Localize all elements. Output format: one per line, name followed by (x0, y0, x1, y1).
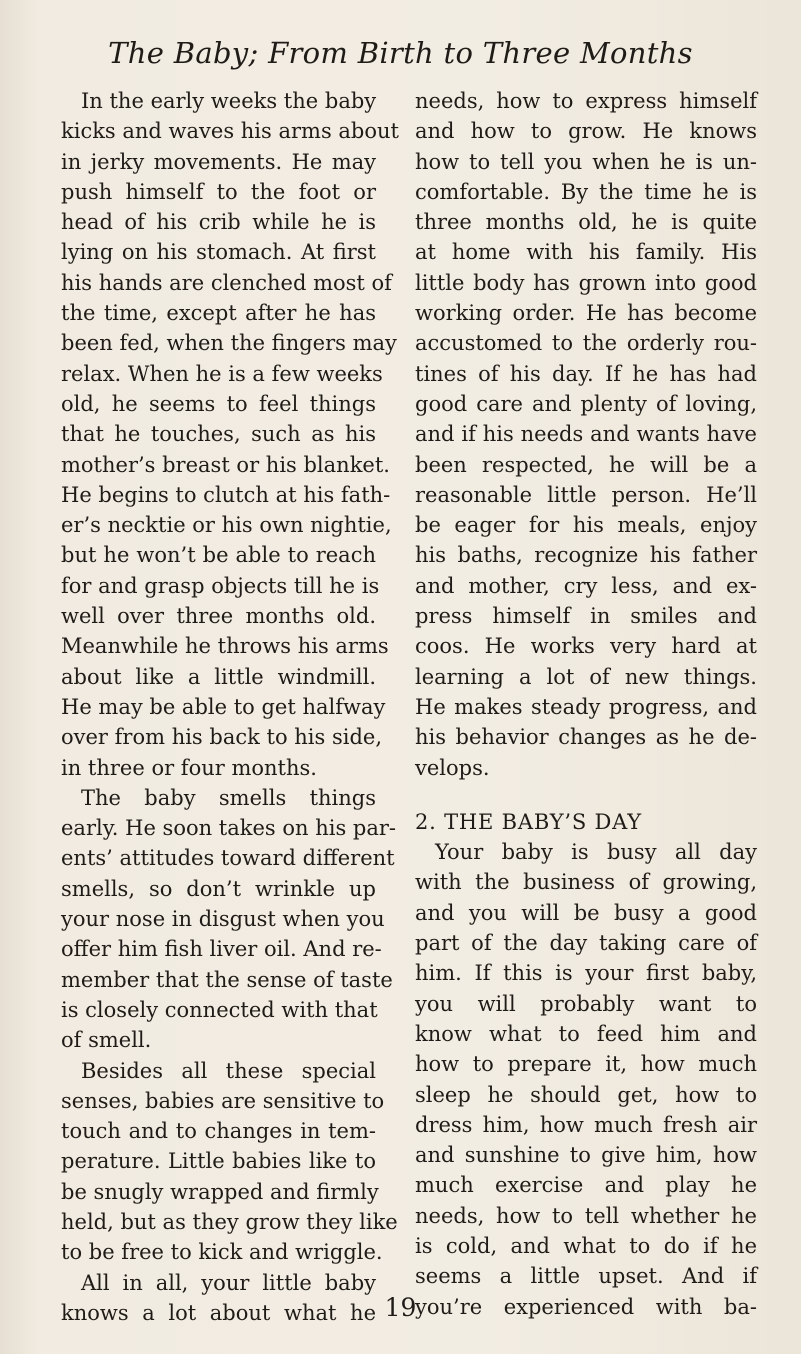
text-line: He may be able to get halfway (61, 694, 386, 719)
text-line: member that the sense of taste (61, 967, 393, 992)
text-line: velops. (415, 755, 490, 780)
text-line: in three or four months. (61, 755, 317, 780)
text-line: is cold, and what to do if he (415, 1233, 757, 1258)
text-line: ents’ attitudes toward different (61, 846, 395, 871)
text-line: coos. He works very hard at (415, 634, 757, 659)
text-line: He begins to clutch at his fath- (61, 482, 391, 507)
text-line: tines of his day. If he has had (415, 361, 757, 386)
text-line: All in all, your little baby (81, 1270, 376, 1295)
left-column (61, 86, 399, 1328)
text-line: offer him fish liver oil. And re- (61, 937, 382, 962)
text-line: knows a lot about what he (61, 1300, 376, 1325)
text-line: been respected, he will be a (415, 452, 757, 477)
text-line: press himself in smiles and (415, 604, 757, 629)
text-line: that he touches, such as his (61, 422, 376, 447)
text-line: kicks and waves his arms about (61, 119, 399, 144)
text-line: your nose in disgust when you (61, 907, 385, 932)
text-line: well over three months old. (61, 604, 376, 629)
text-line: He makes steady progress, and (415, 694, 757, 719)
text-line: over from his back to his side, (61, 725, 382, 750)
text-line: part of the day taking care of (415, 931, 757, 956)
text-line: Meanwhile he throws his arms (61, 634, 389, 659)
section-heading: 2. THE BABY’S DAY (415, 809, 642, 834)
text-line: senses, babies are sensitive to (61, 1088, 385, 1113)
text-line: about like a little windmill. (61, 664, 376, 689)
text-line: you’re experienced with ba- (415, 1294, 757, 1319)
text-line: to be free to kick and wriggle. (61, 1240, 383, 1265)
text-line: er’s necktie or his own nightie, (61, 513, 392, 538)
text-line: mother’s breast or his blanket. (61, 452, 390, 477)
text-line: held, but as they grow they like (61, 1209, 398, 1234)
text-line: little body has grown into good (415, 270, 757, 295)
text-line: at home with his family. His (415, 240, 757, 265)
text-line: him. If this is your first baby, (415, 961, 757, 986)
text-line: The baby smells things (81, 785, 376, 810)
text-line: relax. When he is a few weeks (61, 361, 383, 386)
text-line: the time, except after he has (61, 301, 376, 326)
text-line: know what to feed him and (415, 1021, 757, 1046)
text-line: needs, how to express himself (415, 89, 757, 113)
text-line: smells, so don’t wrinkle up (61, 876, 376, 901)
text-line: old, he seems to feel things (61, 391, 376, 416)
text-line: lying on his stomach. At first (61, 240, 376, 265)
text-line: and you will be busy a good (415, 900, 757, 925)
text-line: his hands are clenched most of (61, 270, 392, 295)
text-line: touch and to changes in tem- (61, 1119, 376, 1144)
text-line: needs, how to tell whether he (415, 1203, 757, 1228)
text-line: how to prepare it, how much (415, 1052, 757, 1077)
text-line: with the business of growing, (415, 870, 757, 895)
text-line: accustomed to the orderly rou- (415, 331, 757, 356)
text-line: sleep he should get, how to (415, 1082, 757, 1107)
text-line: In the early weeks the baby (81, 89, 377, 113)
text-line: perature. Little babies like to (61, 1149, 376, 1174)
section-gap (415, 783, 757, 807)
text-line: of smell. (61, 1028, 152, 1053)
text-line: dress him, how much fresh air (415, 1112, 757, 1137)
text-line: and mother, cry less, and ex- (415, 573, 757, 598)
text-line: his baths, recognize his father (415, 543, 757, 568)
text-line: and if his needs and wants have (415, 422, 757, 447)
text-line: head of his crib while he is (61, 210, 376, 235)
text-line: and sunshine to give him, how (415, 1143, 757, 1168)
text-line: comfortable. By the time he is (415, 179, 757, 204)
text-line: in jerky movements. He may (61, 149, 376, 174)
text-line: push himself to the foot or (61, 179, 376, 204)
text-line: seems a little upset. And if (415, 1264, 757, 1289)
text-line: is closely connected with that (61, 997, 378, 1022)
text-line: his behavior changes as he de- (415, 725, 757, 750)
text-line: be eager for his meals, enjoy (415, 513, 757, 538)
text-line: Your baby is busy all day (435, 840, 757, 865)
text-line: early. He soon takes on his par- (61, 816, 397, 841)
right-column (415, 86, 757, 1322)
text-line: good care and plenty of loving, (415, 391, 757, 416)
text-line: for and grasp objects till he is (61, 573, 380, 598)
text-line: much exercise and play he (415, 1173, 757, 1198)
text-line: been fed, when the fingers may (61, 331, 397, 356)
text-line: be snugly wrapped and firmly (61, 1179, 379, 1204)
text-line: but he won’t be able to reach (61, 543, 376, 568)
text-line: working order. He has become (415, 301, 757, 326)
text-line: Besides all these special (81, 1058, 376, 1083)
text-line: how to tell you when he is un- (415, 149, 757, 174)
running-head: The Baby; From Birth to Three Months (108, 36, 693, 70)
page-number: 19 (384, 1293, 417, 1322)
text-line: three months old, he is quite (415, 210, 757, 235)
text-line: and how to grow. He knows (415, 119, 757, 144)
text-line: reasonable little person. He’ll (415, 482, 757, 507)
text-line: learning a lot of new things. (415, 664, 757, 689)
text-line: you will probably want to (415, 991, 757, 1016)
